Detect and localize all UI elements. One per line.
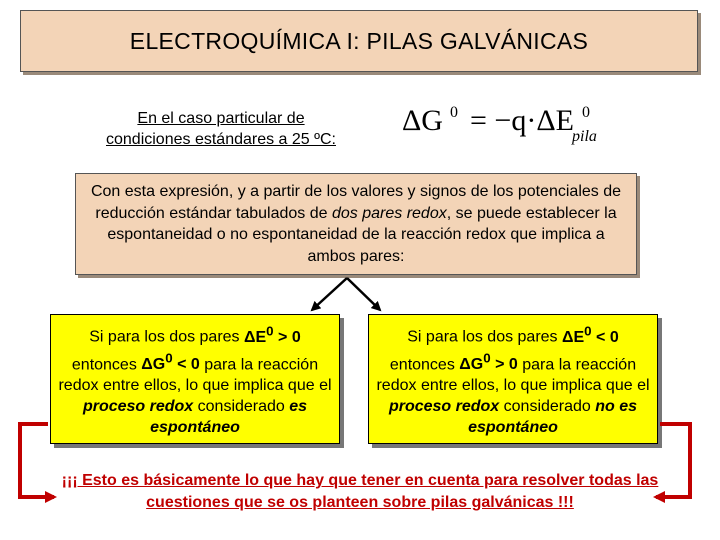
case-positive-delta-g: ΔG xyxy=(141,355,166,373)
conclusion-text: ¡¡¡ Esto es básicamente lo que hay que tener en cuenta para resolver todas las cuestiones que se os planteen sobre pilas galvánicas !!! xyxy=(61,472,659,511)
case-negative-t1: Si para los dos pares xyxy=(407,328,562,346)
formula-sub-pila: pila xyxy=(572,128,597,145)
case-positive-delta-e-cond: > 0 xyxy=(273,328,301,346)
case-positive-delta-g-sup: 0 xyxy=(165,350,173,366)
case-negative-delta-g-cond: > 0 xyxy=(490,355,518,373)
case-negative-t2: entonces xyxy=(389,355,460,373)
split-arrow xyxy=(312,278,380,310)
case-positive-t2: entonces xyxy=(71,355,142,373)
formula-sup-0-b: 0 xyxy=(582,104,590,121)
case-negative-t4: considerado xyxy=(499,397,596,415)
page-title: ELECTROQUÍMICA I: PILAS GALVÁNICAS xyxy=(129,27,589,54)
formula-delta-g: ΔG xyxy=(402,104,443,137)
case-negative-t3: para la reacción redox entre ellos, lo que implica que el xyxy=(376,355,650,394)
case-negative-delta-e: ΔE xyxy=(562,328,585,346)
case-positive-t3: para la reacción redox entre ellos, lo que implica que el xyxy=(58,355,332,394)
intro-line-2: condiciones estándares a 25 ºC: xyxy=(106,131,336,148)
case-positive-delta-g-cond: < 0 xyxy=(172,355,200,373)
case-positive-t4: considerado xyxy=(193,397,290,415)
case-negative-em2: no es espontáneo xyxy=(468,397,638,436)
case-positive-delta-e: ΔE xyxy=(244,328,267,346)
formula-rhs: = −q·ΔE xyxy=(470,104,574,137)
case-negative-delta-e-sup: 0 xyxy=(584,323,592,339)
explanation-part-1: Con esta expresión, y a partir de los valores y signos de los potenciales de reducción estándar tabulados de xyxy=(90,183,622,222)
left-red-arrow xyxy=(20,424,54,497)
formula-sup-0-a: 0 xyxy=(450,104,458,121)
case-positive-em2: es espontáneo xyxy=(150,397,308,436)
case-positive-em1: proceso redox xyxy=(82,397,194,415)
right-red-arrow xyxy=(656,424,690,497)
case-positive-t1: Si para los dos pares xyxy=(89,328,244,346)
case-positive-delta-e-sup: 0 xyxy=(266,323,274,339)
case-negative-delta-g-sup: 0 xyxy=(483,350,491,366)
intro-line-1: En el caso particular de xyxy=(137,110,305,127)
case-negative-delta-g: ΔG xyxy=(459,355,484,373)
case-negative-delta-e-cond: < 0 xyxy=(591,328,619,346)
case-negative-em1: proceso redox xyxy=(388,397,500,415)
explanation-emphasis: dos pares redox xyxy=(331,204,447,222)
explanation-part-2: , se puede establecer la espontaneidad o no espontaneidad de la reacción redox que implica a ambos pares: xyxy=(107,204,617,265)
